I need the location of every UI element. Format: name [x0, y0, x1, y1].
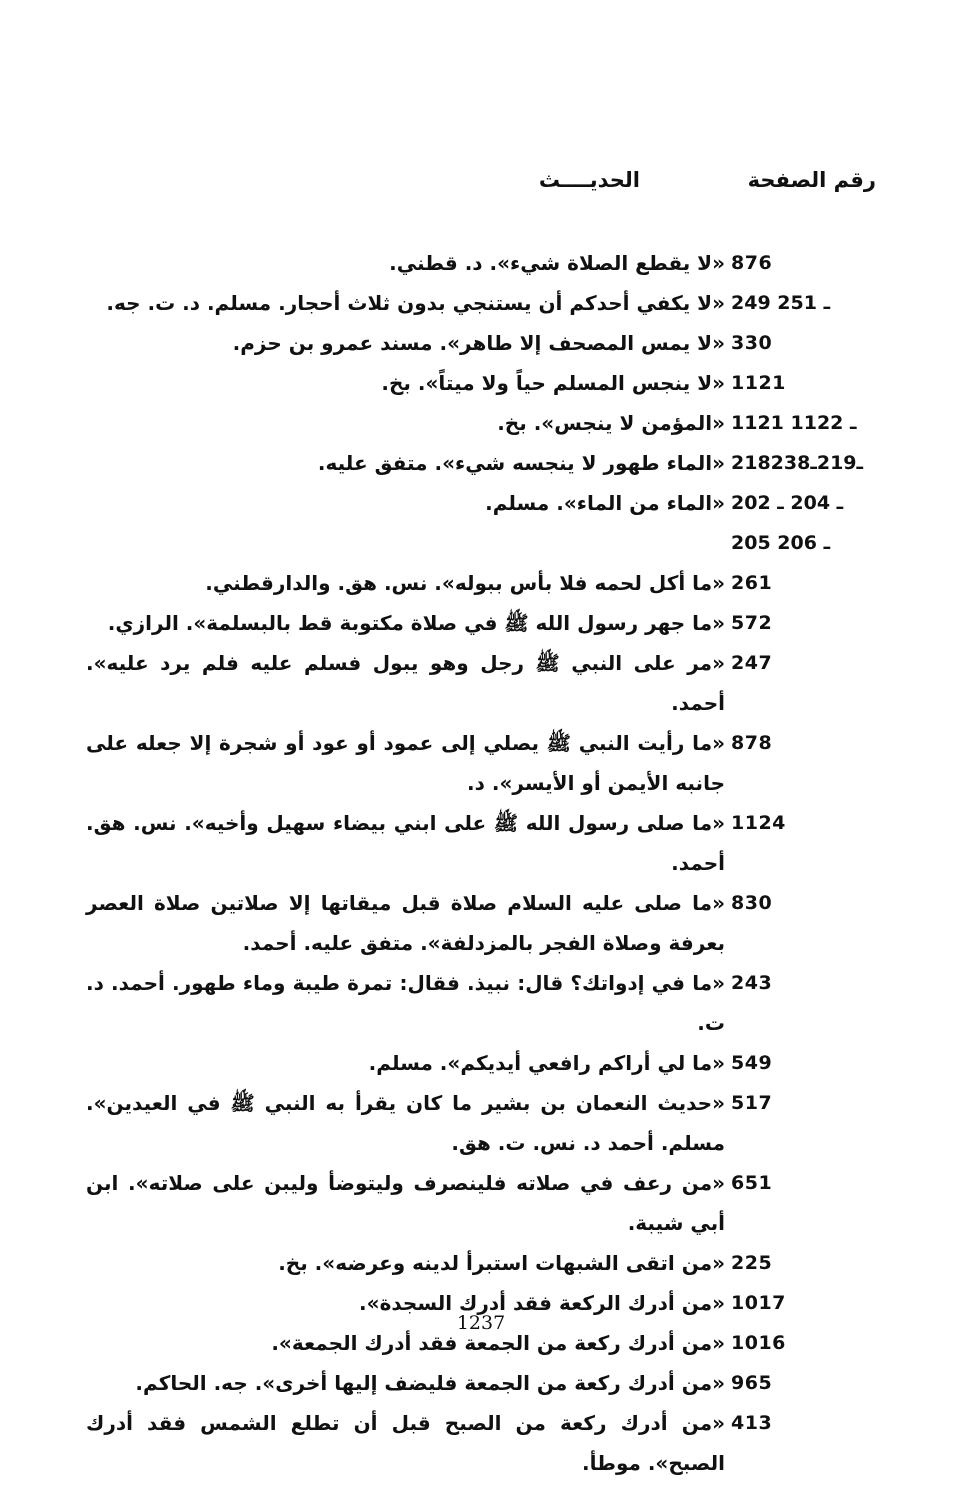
index-row: [86, 403, 876, 443]
hadith-index-list: [86, 243, 876, 1483]
hadith-text: «من رعف في صلاته فلينصرف وليتوضأ وليبن على صلاته». ابن أبي شيبة.: [86, 1171, 725, 1235]
page-reference: 1016: [731, 1332, 786, 1354]
page-reference: 1121: [731, 372, 786, 394]
index-row: [86, 723, 876, 803]
hadith-text: «لا يقطع الصلاة شيء». د. قطني.: [389, 251, 725, 275]
page-reference: 330: [731, 332, 773, 354]
hadith-text: «ما في إدواتك؟ قال: نبيذ. فقال: تمرة طيبة وماء طهور. أحمد. د. ت.: [86, 971, 725, 1035]
index-row: [86, 1363, 876, 1403]
page-reference: 1124: [731, 812, 786, 834]
page-reference: 243: [731, 972, 773, 994]
page-reference: 1121 ـ 1122: [731, 412, 857, 434]
page-reference: 830: [731, 892, 773, 914]
page-reference: 549: [731, 1052, 773, 1074]
index-row: [86, 1083, 876, 1163]
hadith-text: «لا يكفي أحدكم أن يستنجي بدون ثلاث أحجار. مسلم. د. ت. جه.: [106, 291, 725, 315]
hadith-text: «من أدرك الركعة فقد أدرك السجدة».: [359, 1291, 725, 1315]
page-reference: 249 ـ 251: [731, 292, 831, 314]
hadith-text: «ما صلى رسول الله ﷺ على ابني بيضاء سهيل وأخيه». نس. هق. أحمد.: [86, 811, 725, 875]
index-row: [86, 283, 876, 323]
hadith-text: «لا يمس المصحف إلا طاهر». مسند عمرو بن حزم.: [232, 331, 725, 355]
index-row: [86, 963, 876, 1043]
page-reference: 517: [731, 1092, 773, 1114]
page-reference: 965: [731, 1372, 773, 1394]
page-number: 1237: [456, 1312, 506, 1334]
hadith-text: «لا ينجس المسلم حياً ولا ميتاً». بخ.: [381, 371, 725, 395]
index-row: [86, 483, 876, 523]
page-reference: 878: [731, 732, 773, 754]
hadith-text: «مر على النبي ﷺ رجل وهو يبول فسلم عليه فلم يرد عليه». أحمد.: [86, 651, 725, 715]
index-row: [86, 1243, 876, 1283]
hadith-text: «الماء طهور لا ينجسه شيء». متفق عليه.: [317, 451, 725, 475]
index-row: [86, 363, 876, 403]
hadith-text: «ما أكل لحمه فلا بأس ببوله». نس. هق. والدارقطني.: [205, 571, 725, 595]
index-row: [86, 1403, 876, 1483]
hadith-text: «من أدرك ركعة من الصبح قبل أن تطلع الشمس فقد أدرك الصبح». موطأ.: [86, 1411, 725, 1475]
index-row: [86, 1043, 876, 1083]
hadith-text: «ما رأيت النبي ﷺ يصلي إلى عمود أو عود أو شجرة إلا جعله على جانبه الأيمن أو الأيسر». د.: [86, 731, 725, 795]
page-reference: 261: [731, 572, 773, 594]
page-reference: 202 ـ 204 ـ: [731, 492, 844, 514]
index-row: [86, 563, 876, 603]
hadith-column-heading: الحديــــث: [538, 168, 640, 192]
index-row: [86, 1163, 876, 1243]
page-reference: 413: [731, 1412, 773, 1434]
table-header: [0, 168, 962, 204]
hadith-text: «من أدرك ركعة من الجمعة فقد أدرك الجمعة».: [271, 1331, 725, 1355]
hadith-text: «ما جهر رسول الله ﷺ في صلاة مكتوبة قط بالبسلمة». الرازي.: [107, 611, 725, 635]
hadith-text: «من أدرك ركعة من الجمعة فليضف إليها أخرى». جه. الحاكم.: [135, 1371, 725, 1395]
hadith-text: «المؤمن لا ينجس». بخ.: [497, 411, 725, 435]
page-number-column-heading: رقم الصفحة: [747, 168, 876, 192]
hadith-text: «من اتقى الشبهات استبرأ لدينه وعرضه». بخ.: [278, 1251, 725, 1275]
index-row: [86, 603, 876, 643]
index-row: [86, 803, 876, 883]
hadith-text: «ما صلى عليه السلام صلاة قبل ميقاتها إلا صلاتين صلاة العصر بعرفة وصلاة الفجر بالمزدلفة». متفق عليه. أحمد.: [86, 891, 725, 955]
hadith-text: «حديث النعمان بن بشير ما كان يقرأ به النبي ﷺ في العيدين». مسلم. أحمد د. نس. ت. هق.: [86, 1091, 725, 1155]
index-row: [86, 883, 876, 963]
hadith-text: «ما لي أراكم رافعي أيديكم». مسلم.: [368, 1051, 725, 1075]
page-reference: 651: [731, 1172, 773, 1194]
page-reference: 225: [731, 1252, 773, 1274]
page-reference: 1017: [731, 1292, 786, 1314]
index-row: [86, 323, 876, 363]
page-reference: 218ـ219ـ238: [731, 452, 864, 474]
page-reference: 572: [731, 612, 773, 634]
index-row: [86, 643, 876, 723]
index-row: [86, 443, 876, 483]
index-row: [86, 523, 876, 563]
index-row: [86, 243, 876, 283]
page-reference: 876: [731, 252, 773, 274]
hadith-text: «الماء من الماء». مسلم.: [485, 491, 725, 515]
page-reference: 247: [731, 652, 773, 674]
page-reference: 205 ـ 206: [731, 532, 831, 554]
